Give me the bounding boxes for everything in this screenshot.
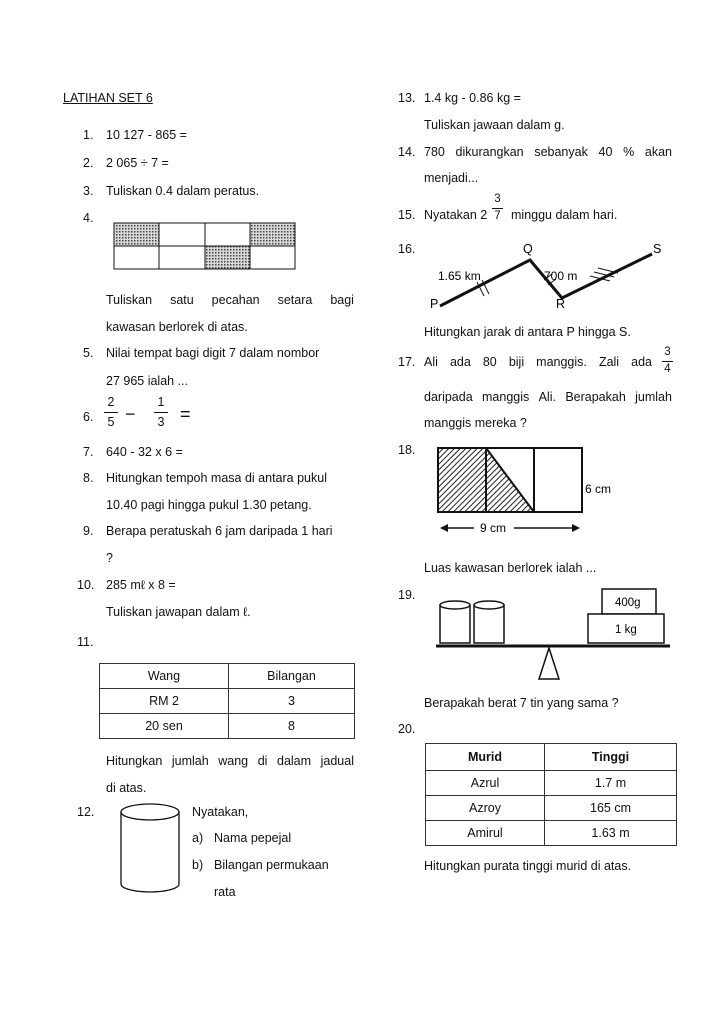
q17-fraction <box>662 347 673 375</box>
table-row <box>100 714 355 739</box>
q13-line2: Tuliskan jawaan dalam g. <box>424 118 565 132</box>
q17-denominator: 4 <box>664 362 671 375</box>
table-cell: 165 cm <box>545 796 677 821</box>
q1-number: 1. <box>83 128 94 142</box>
word: akan <box>644 145 672 159</box>
table-row <box>100 689 355 714</box>
word: Hitungkan <box>106 754 163 768</box>
q15-fraction <box>492 194 503 222</box>
q17-line3: manggis mereka ? <box>424 416 527 430</box>
q7-text: 640 - 32 x 6 = <box>106 445 183 459</box>
q18-width-label: 9 cm <box>480 521 507 535</box>
q4-fraction-grid <box>113 222 297 271</box>
q6-fraction-1 <box>104 396 118 428</box>
q1-text: 10 127 - 865 = <box>106 128 187 142</box>
q16-path-diagram <box>420 236 680 316</box>
word: 80 <box>482 355 497 369</box>
word: ada <box>449 355 471 369</box>
q20-table <box>425 743 677 846</box>
q6-f2-denominator: 3 <box>157 414 165 429</box>
table-cell: 8 <box>229 714 355 739</box>
word: daripada <box>424 390 473 404</box>
page-title: LATIHAN SET 6 <box>63 91 153 105</box>
table-cell: 1.63 m <box>545 821 677 846</box>
word: bagi <box>330 293 354 307</box>
word: wang <box>218 754 249 768</box>
q6-f2-bar <box>154 412 168 413</box>
q2-number: 2. <box>83 156 94 170</box>
table-header-row <box>426 744 677 771</box>
word: Ali. <box>538 390 556 404</box>
q12-b-text2: rata <box>214 885 236 899</box>
table-cell: 20 sen <box>100 714 229 739</box>
word: % <box>623 145 635 159</box>
q8-line1: Hitungkan tempoh masa di antara pukul <box>106 471 327 485</box>
q19-weight-1kg: 1 kg <box>615 624 637 636</box>
q20-question: Hitungkan purata tinggi murid di atas. <box>424 859 632 873</box>
q10-number: 10. <box>77 578 95 592</box>
q14-line1 <box>424 145 672 159</box>
q6-operator: − <box>125 404 136 424</box>
q15-post: minggu dalam hari. <box>511 208 618 222</box>
q4-line1 <box>106 293 354 307</box>
q19-balance-diagram <box>430 583 680 683</box>
table-row <box>426 821 677 846</box>
q18-number: 18. <box>398 443 416 457</box>
q13-line1: 1.4 kg - 0.86 kg = <box>424 91 521 105</box>
q15-denominator: 7 <box>494 209 501 222</box>
q17-line2 <box>424 390 672 404</box>
table-cell: Amirul <box>426 821 545 846</box>
q6-f2-numerator: 1 <box>157 395 165 409</box>
q18-height-label: 6 cm <box>585 482 612 496</box>
q16-question: Hitungkan jarak di antara P hingga S. <box>424 325 631 339</box>
q5-number: 5. <box>83 346 94 360</box>
q17-line1 <box>424 355 652 369</box>
q3-number: 3. <box>83 184 94 198</box>
q6-equals: = <box>180 404 191 424</box>
word: biji <box>508 355 525 369</box>
q12-prompt: Nyatakan, <box>192 805 249 819</box>
q16-number: 16. <box>398 242 416 256</box>
q2-text: 2 065 ÷ 7 = <box>106 156 169 170</box>
q15-numerator: 3 <box>494 193 501 205</box>
word: dikurangkan <box>455 145 524 159</box>
q16-label-r: R <box>556 297 566 311</box>
q15-pre: Nyatakan 2 <box>424 208 488 222</box>
q9-number: 9. <box>83 524 94 538</box>
q14-number: 14. <box>398 145 416 159</box>
q16-label-s: S <box>653 242 662 256</box>
q6-f1-numerator: 2 <box>107 395 115 409</box>
q16-label-p: P <box>430 297 439 311</box>
q11-line2: di atas. <box>106 781 147 795</box>
word: Ali <box>424 355 438 369</box>
q10-line1: 285 mℓ x 8 = <box>106 578 176 592</box>
word: Zali <box>598 355 620 369</box>
q16-label-q: Q <box>523 242 533 256</box>
q3-text: Tuliskan 0.4 dalam peratus. <box>106 184 260 198</box>
q16-pq-length: 1.65 km <box>438 269 481 283</box>
q20-number: 20. <box>398 722 416 736</box>
table-cell: 3 <box>229 689 355 714</box>
word: satu <box>170 293 194 307</box>
q8-number: 8. <box>83 471 94 485</box>
q9-line1: Berapa peratuskah 6 jam daripada 1 hari <box>106 524 333 538</box>
table-header: Bilangan <box>229 664 355 689</box>
q19-weight-400g: 400g <box>615 597 641 609</box>
table-row <box>426 771 677 796</box>
word: ada <box>631 355 652 369</box>
q19-number: 19. <box>398 588 416 602</box>
q4-number: 4. <box>83 211 94 225</box>
word: Tuliskan <box>106 293 153 307</box>
q5-line1: Nilai tempat bagi digit 7 dalam nombor <box>106 346 320 360</box>
q12-number: 12. <box>77 805 95 819</box>
table-header: Murid <box>426 744 545 771</box>
q12-a-label: a) <box>192 831 204 845</box>
word: 40 <box>598 145 613 159</box>
q11-table <box>99 663 355 739</box>
q8-line2: 10.40 pagi hingga pukul 1.30 petang. <box>106 498 312 512</box>
q12-cylinder <box>116 800 184 898</box>
word: manggis <box>482 390 530 404</box>
q17-number: 17. <box>398 355 416 369</box>
q6-number: 6. <box>83 410 94 424</box>
q11-line1 <box>106 754 354 768</box>
word: jumlah <box>635 390 672 404</box>
q4-line2: kawasan berlorek di atas. <box>106 320 248 334</box>
word: jadual <box>320 754 354 768</box>
q15-bar <box>492 208 503 209</box>
q6-fraction-2 <box>154 396 168 428</box>
table-cell: Azroy <box>426 796 545 821</box>
word: di <box>257 754 268 768</box>
word: manggis. <box>536 355 587 369</box>
q16-qr-length: 700 m <box>544 269 578 283</box>
table-header: Tinggi <box>545 744 677 771</box>
table-cell: 1.7 m <box>545 771 677 796</box>
q11-number: 11. <box>77 635 94 649</box>
word: setara <box>277 293 313 307</box>
word: pecahan <box>211 293 260 307</box>
q7-number: 7. <box>83 445 94 459</box>
q17-numerator: 3 <box>664 346 671 358</box>
word: jumlah <box>171 754 209 768</box>
q15-number: 15. <box>398 208 416 222</box>
q5-line2: 27 965 ialah ... <box>106 374 189 388</box>
q12-a-text: Nama pepejal <box>214 831 292 845</box>
q10-line2: Tuliskan jawapan dalam ℓ. <box>106 605 251 619</box>
q18-rectangle-diagram <box>430 444 630 540</box>
table-cell: Azrul <box>426 771 545 796</box>
q6-f1-bar <box>104 412 118 413</box>
table-header: Wang <box>100 664 229 689</box>
q6-f1-denominator: 5 <box>107 414 115 429</box>
q19-question: Berapakah berat 7 tin yang sama ? <box>424 696 619 710</box>
q17-bar <box>662 361 673 362</box>
word: sebanyak <box>534 145 588 159</box>
table-row <box>426 796 677 821</box>
word: 780 <box>424 145 445 159</box>
q12-b-text: Bilangan permukaan <box>214 858 329 872</box>
q18-question: Luas kawasan berlorek ialah ... <box>424 561 597 575</box>
q14-line2: menjadi... <box>424 171 479 185</box>
table-header-row <box>100 664 355 689</box>
word: dalam <box>277 754 312 768</box>
table-cell: RM 2 <box>100 689 229 714</box>
q13-number: 13. <box>398 91 416 105</box>
q12-b-label: b) <box>192 858 204 872</box>
word: Berapakah <box>565 390 626 404</box>
q9-line2: ? <box>106 551 113 565</box>
